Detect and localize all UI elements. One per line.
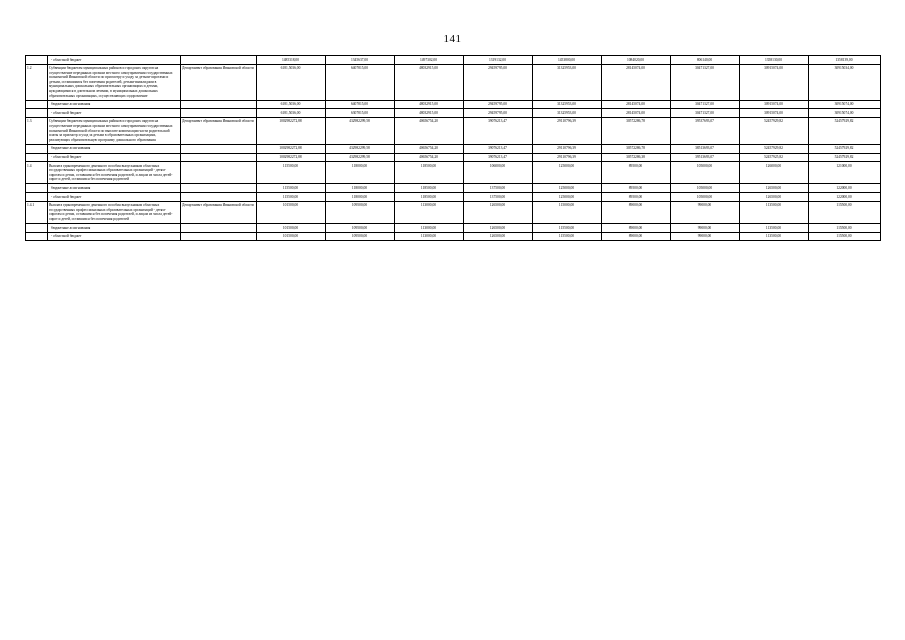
row-value-cell-5: 125000,00	[532, 193, 601, 202]
row-value-cell-7: 30471327,00	[670, 100, 739, 109]
table-row	[25, 232, 880, 241]
row-number-cell	[25, 144, 47, 153]
row-value-cell-3: 118500,00	[394, 184, 463, 193]
row-value-cell-5: 115500,00	[532, 224, 601, 233]
row-number-cell: 1.3	[25, 117, 47, 144]
table-row	[25, 162, 880, 184]
row-value-cell-8: 30915074,00	[739, 109, 808, 118]
row-value-cell-1: 115500,00	[256, 162, 325, 184]
row-value-cell-7: 39537693,07	[670, 117, 739, 144]
row-name-cell	[47, 56, 180, 65]
row-value-cell-4: 39076213,47	[463, 144, 532, 153]
row-value-cell-4: 29459795,00	[463, 100, 532, 109]
row-value-cell-4: 1319132,00	[463, 56, 532, 65]
row-value-cell-5: 31325953,00	[532, 100, 601, 109]
row-value-cell-8: 126000,00	[739, 162, 808, 184]
row-value-cell-5: 29110796,39	[532, 144, 601, 153]
row-value-cell-9: 30915074,00	[808, 100, 880, 109]
row-value-cell-6: 89500,00	[601, 162, 670, 184]
row-name-text: бюджетные ассигнования	[51, 102, 91, 107]
row-organization-cell	[180, 193, 256, 202]
row-value-cell-6: 30572286,78	[601, 144, 670, 153]
row-value-cell-4: 29459795,00	[463, 64, 532, 100]
row-number-cell: 1.4	[25, 162, 47, 184]
row-name-cell	[47, 162, 180, 184]
row-value-cell-9: 1358139,00	[808, 56, 880, 65]
row-number-cell	[25, 193, 47, 202]
row-value-cell-2: 109500,00	[325, 224, 394, 233]
row-name-cell	[47, 201, 180, 223]
row-name-cell	[47, 117, 180, 144]
row-value-cell-5: 125000,00	[532, 162, 601, 184]
row-value-cell-7: 38513693,07	[670, 144, 739, 153]
row-organization-cell: Департамент образования Ивановской области	[180, 64, 256, 100]
table-row	[25, 56, 880, 65]
row-value-cell-5: 31325953,00	[532, 64, 601, 100]
row-value-cell-8: 30915074,00	[739, 100, 808, 109]
row-value-cell-3: 40656754,20	[394, 153, 463, 162]
row-value-cell-8: 52457929,82	[739, 144, 808, 153]
row-value-cell-1: 1002982272,88	[256, 117, 325, 144]
row-name-text: Выплата единовременного денежного пособия выпускникам областных государственных профессиональных образовательных организаций - детям-сиротам и детям, оставшимся без попечения родителей, и лицам из числа детей-сирот и детей, оставшихся без попечения родителей	[49, 203, 173, 221]
row-value-cell-7: 30471327,00	[670, 109, 739, 118]
row-organization-cell	[180, 184, 256, 193]
row-name-text: Субвенции бюджетам муниципальных районов и городских округов на осуществление переданных органам местного самоуправления государственных полномочий Ивановской области по присмотру и уходу за детьми-сиротами и детьми, оставшимися без попечения родителей, детьми-инвалидами в муниципальных дошкольных образовательных организациях и детьми, нуждающимися в длительном лечении, в муниципальных дошкольных образовательных организациях, осуществляющих оздоровление	[49, 66, 173, 98]
row-name-cell	[47, 232, 180, 241]
row-organization-cell	[180, 224, 256, 233]
row-value-cell-3: 48032915,00	[394, 64, 463, 100]
table-row	[25, 224, 880, 233]
row-name-cell	[47, 153, 180, 162]
row-value-cell-8: 113500,00	[739, 232, 808, 241]
row-value-cell-6: 89500,00	[601, 193, 670, 202]
table-row	[25, 100, 880, 109]
row-value-cell-1: 115500,00	[256, 193, 325, 202]
row-value-cell-6: 89500,00	[601, 184, 670, 193]
row-name-text: бюджетные ассигнования	[51, 146, 91, 151]
row-value-cell-1: 101500,00	[256, 232, 325, 241]
row-number-cell: 1.2	[25, 64, 47, 100]
row-name-cell	[47, 224, 180, 233]
row-name-text: - областной бюджет	[51, 110, 82, 115]
row-value-cell-9: 121000,00	[808, 162, 880, 184]
row-value-cell-7: 105000,00	[670, 162, 739, 184]
row-value-cell-5: 1453800,00	[532, 56, 601, 65]
row-number-cell	[25, 232, 47, 241]
row-value-cell-8: 126500,00	[739, 184, 808, 193]
row-value-cell-3: 113000,00	[394, 232, 463, 241]
row-name-text: Выплата единовременного денежного пособия выпускникам областных государственных профессиональных образовательных организаций - детям-сиротам и детям, оставшимся без попечения родителей, и лицам из числа детей-сирот и детей, оставшихся без попечения родителей	[49, 163, 173, 182]
row-value-cell-1: 6181,5036,00	[256, 109, 325, 118]
row-value-cell-8: 126500,00	[739, 193, 808, 202]
row-value-cell-7: 30471327,00	[670, 64, 739, 100]
row-organization-cell	[180, 162, 256, 184]
row-name-cell	[47, 193, 180, 202]
row-value-cell-6: 30572286,38	[601, 153, 670, 162]
row-value-cell-5: 115000,00	[532, 201, 601, 223]
row-value-cell-9: 52457929,82	[808, 117, 880, 144]
row-value-cell-2: 118000,00	[325, 162, 394, 184]
row-organization-cell	[180, 144, 256, 153]
row-value-cell-6: 30572286,78	[601, 117, 670, 144]
row-value-cell-4: 137500,00	[463, 193, 532, 202]
row-number-cell	[25, 153, 47, 162]
row-value-cell-9: 30915074,00	[808, 109, 880, 118]
row-name-text: - областной бюджет	[51, 57, 82, 62]
row-value-cell-5: 31325953,00	[532, 109, 601, 118]
row-name-cell	[47, 109, 180, 118]
row-value-cell-8: 113500,00	[739, 224, 808, 233]
row-value-cell-1: 1485318,00	[256, 56, 325, 65]
row-value-cell-8: 52457925,82	[739, 153, 808, 162]
row-value-cell-7: 105000,00	[670, 193, 739, 202]
row-value-cell-9: 122000,00	[808, 193, 880, 202]
row-value-cell-4: 126500,00	[463, 201, 532, 223]
row-number-cell: 1.4.1	[25, 201, 47, 223]
row-value-cell-4: 29459795,00	[463, 109, 532, 118]
table-row	[25, 64, 880, 100]
page-number: 141	[443, 33, 462, 45]
row-value-cell-8: 30915074,00	[739, 64, 808, 100]
row-value-cell-8: 113500,00	[739, 201, 808, 223]
row-number-cell	[25, 184, 47, 193]
row-value-cell-7: 806140,00	[670, 56, 739, 65]
row-value-cell-1: 6181,5036,00	[256, 100, 325, 109]
row-value-cell-2: 6307815,00	[325, 109, 394, 118]
row-value-cell-6: 28145074,00	[601, 109, 670, 118]
row-organization-cell	[180, 100, 256, 109]
row-name-cell	[47, 100, 180, 109]
row-value-cell-3: 40656754,20	[394, 144, 463, 153]
row-name-cell	[47, 64, 180, 100]
row-number-cell	[25, 56, 47, 65]
row-value-cell-3: 118500,00	[394, 193, 463, 202]
row-value-cell-4: 126500,00	[463, 232, 532, 241]
row-name-cell	[47, 144, 180, 153]
row-name-cell	[47, 184, 180, 193]
row-value-cell-4: 39076213,47	[463, 117, 532, 144]
row-value-cell-9: 30915034,00	[808, 64, 880, 100]
row-name-text: - областной бюджет	[51, 194, 82, 199]
row-value-cell-3: 48032915,00	[394, 100, 463, 109]
row-value-cell-2: 432982299,58	[325, 144, 394, 153]
row-name-text: бюджетные ассигнования	[51, 185, 91, 190]
row-organization-cell: Департамент образования Ивановской области	[180, 201, 256, 223]
table-row	[25, 117, 880, 144]
row-value-cell-3: 118500,00	[394, 162, 463, 184]
row-value-cell-4: 137500,00	[463, 184, 532, 193]
row-value-cell-9: 52457929,82	[808, 144, 880, 153]
row-value-cell-6: 28145074,00	[601, 64, 670, 100]
row-value-cell-2: 1345637,00	[325, 56, 394, 65]
row-value-cell-1: 1002982272,88	[256, 153, 325, 162]
row-value-cell-5: 125000,00	[532, 184, 601, 193]
row-number-cell	[25, 109, 47, 118]
table-row	[25, 184, 880, 193]
row-name-text: бюджетные ассигнования	[51, 225, 91, 230]
table-row	[25, 153, 880, 162]
row-value-cell-3: 40656754,20	[394, 117, 463, 144]
row-value-cell-2: 109500,00	[325, 201, 394, 223]
budget-table	[25, 55, 881, 241]
row-value-cell-7: 105000,00	[670, 184, 739, 193]
row-value-cell-2: 432982299,58	[325, 117, 394, 144]
row-value-cell-9: 122000,00	[808, 184, 880, 193]
row-value-cell-1: 115500,00	[256, 184, 325, 193]
row-value-cell-3: 1497302,00	[394, 56, 463, 65]
row-value-cell-7: 99000,00	[670, 201, 739, 223]
row-organization-cell	[180, 109, 256, 118]
row-value-cell-1: 1002982272,88	[256, 144, 325, 153]
row-organization-cell	[180, 153, 256, 162]
row-value-cell-2: 109500,00	[325, 232, 394, 241]
table-row	[25, 109, 880, 118]
row-organization-cell	[180, 56, 256, 65]
row-organization-cell	[180, 232, 256, 241]
row-value-cell-1: 101500,00	[256, 201, 325, 223]
row-value-cell-1: 6181,5036,00	[256, 64, 325, 100]
row-value-cell-6: 89000,00	[601, 201, 670, 223]
row-value-cell-6: 89000,00	[601, 224, 670, 233]
row-value-cell-3: 48032915,00	[394, 109, 463, 118]
row-number-cell	[25, 100, 47, 109]
row-name-text: Субвенции бюджетам муниципальных районов и городских округов на осуществление переданных органам местного самоуправления государственных полномочий Ивановской области по выплате компенсации части родительской платы за присмотр и уход за детьми в образовательных организациях, реализующих образовательную программу дошкольного образования	[49, 119, 173, 142]
row-value-cell-2: 6407815,00	[325, 100, 394, 109]
table-row	[25, 144, 880, 153]
row-value-cell-8: 1358130,00	[739, 56, 808, 65]
row-value-cell-5: 29110796,39	[532, 117, 601, 144]
row-value-cell-7: 99000,00	[670, 224, 739, 233]
row-value-cell-9: 52457929,82	[808, 153, 880, 162]
row-name-text: - областной бюджет	[51, 234, 82, 239]
row-value-cell-4: 106000,00	[463, 162, 532, 184]
table-row	[25, 193, 880, 202]
row-value-cell-7: 99000,00	[670, 232, 739, 241]
row-value-cell-7: 39513693,07	[670, 153, 739, 162]
row-value-cell-3: 113000,00	[394, 224, 463, 233]
row-value-cell-2: 118000,00	[325, 193, 394, 202]
row-value-cell-4: 126500,00	[463, 224, 532, 233]
row-value-cell-2: 432982299,58	[325, 153, 394, 162]
row-value-cell-6: 89000,00	[601, 232, 670, 241]
row-value-cell-9: 115500,00	[808, 232, 880, 241]
row-value-cell-5: 115500,00	[532, 232, 601, 241]
row-value-cell-1: 101500,00	[256, 224, 325, 233]
row-value-cell-4: 39076213,47	[463, 153, 532, 162]
table-row	[25, 201, 880, 223]
row-value-cell-8: 52457929,82	[739, 117, 808, 144]
row-organization-cell: Департамент образования Ивановской области	[180, 117, 256, 144]
row-value-cell-5: 29110796,39	[532, 153, 601, 162]
row-value-cell-2: 6407815,00	[325, 64, 394, 100]
row-value-cell-2: 118000,00	[325, 184, 394, 193]
row-value-cell-9: 115500,00	[808, 224, 880, 233]
row-name-text: - областной бюджет	[51, 155, 82, 159]
row-number-cell	[25, 224, 47, 233]
row-value-cell-6: 1084020,00	[601, 56, 670, 65]
row-value-cell-9: 115500,00	[808, 201, 880, 223]
row-value-cell-3: 113000,00	[394, 201, 463, 223]
budget-table-body	[25, 56, 880, 241]
row-value-cell-6: 28145074,00	[601, 100, 670, 109]
